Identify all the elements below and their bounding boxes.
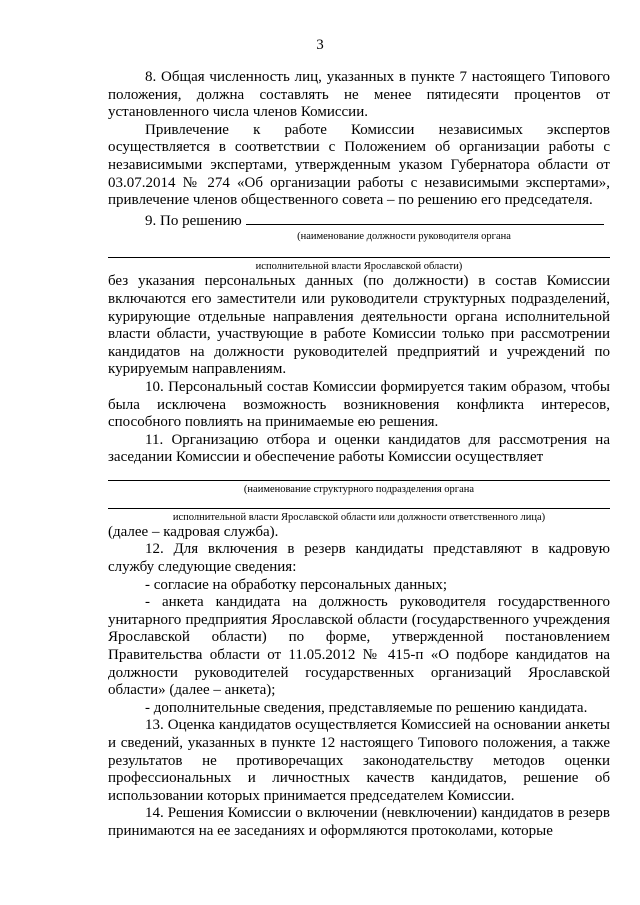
caption-responsible-person: исполнительной власти Ярославской области или должности ответственного лица): [172, 511, 546, 523]
caption-executive-body: исполнительной власти Ярославской области): [255, 261, 463, 273]
paragraph-14: 14. Решения Комиссии о включении (невключении) кандидатов в резерв принимаются на ее заседаниях и оформляются протоколами, которые: [108, 805, 610, 839]
caption-structural-unit: (наименование структурного подразделения органа: [243, 483, 475, 495]
list-item-additional: - дополнительные сведения, представляемые по решению кандидата.: [145, 699, 588, 716]
paragraph-9-start: [108, 210, 610, 231]
document-body: [108, 69, 610, 841]
list-item-questionnaire: - анкета кандидата на должность руководителя государственного унитарного предприятия Ярославской области (государственного учреждения Ярославской области) по форме, утвержденной постановлением Правительства области от 11.05.2012 № 415-п «О подборе кандидатов на должности руководителей государственных организаций Ярославской области» (далее – анкета);: [108, 594, 610, 699]
caption-position-head: (наименование должности руководителя органа: [297, 231, 511, 243]
fill-in-line: [246, 210, 604, 225]
paragraph-8-experts: Привлечение к работе Комиссии независимых экспертов осуществляется в соответствии с Положением об организации работы с независимыми экспертами, утвержденным указом Губернатора области от 03.07.2014 № 274 «Об организации работы с независимыми экспертами», привлечение членов общественного совета – по решению его председателя.: [108, 121, 610, 209]
paragraph-9-text: 9. По решению: [145, 212, 242, 229]
list-item-consent: - согласие на обработку персональных данных;: [145, 576, 447, 593]
fill-in-line: [108, 257, 610, 258]
paragraph-11-cont: (далее – кадровая служба).: [108, 523, 279, 540]
paragraph-9-cont: без указания персональных данных (по должности) в состав Комиссии включаются его заместители или руководители структурных подразделений, курирующие отдельные направления деятельности органа исполнительной власти области, участвующие в работе Комиссии только при рассмотрении кандидатов на должности руководителей предприятий и учреждений по курируемым направлениям.: [108, 273, 610, 378]
paragraph-13: 13. Оценка кандидатов осуществляется Комиссией на основании анкеты и сведений, указанных в пункте 12 настоящего Типового положения, а также результатов не противоречащих законодательству методов оценки профессиональных и личностных качеств кандидатов, решение об использовании которых принимается председателем Комиссии.: [108, 717, 610, 804]
paragraph-12: 12. Для включения в резерв кандидаты представляют в кадровую службу следующие сведения:: [108, 541, 610, 576]
fill-in-line: [108, 480, 610, 481]
paragraph-11: 11. Организацию отбора и оценки кандидатов для рассмотрения на заседании Комиссии и обеспечение работы Комиссии осуществляет: [108, 431, 610, 466]
fill-in-line: [108, 508, 610, 509]
paragraph-8: 8. Общая численность лиц, указанных в пункте 7 настоящего Типового положения, должна составлять не менее пятидесяти процентов от установленного числа членов Комиссии.: [108, 69, 610, 121]
page-number: 3: [316, 37, 324, 53]
paragraph-10: 10. Персональный состав Комиссии формируется таким образом, чтобы была исключена возможность возникновения конфликта интересов, способного повлиять на принимаемые ею решения.: [108, 378, 610, 431]
